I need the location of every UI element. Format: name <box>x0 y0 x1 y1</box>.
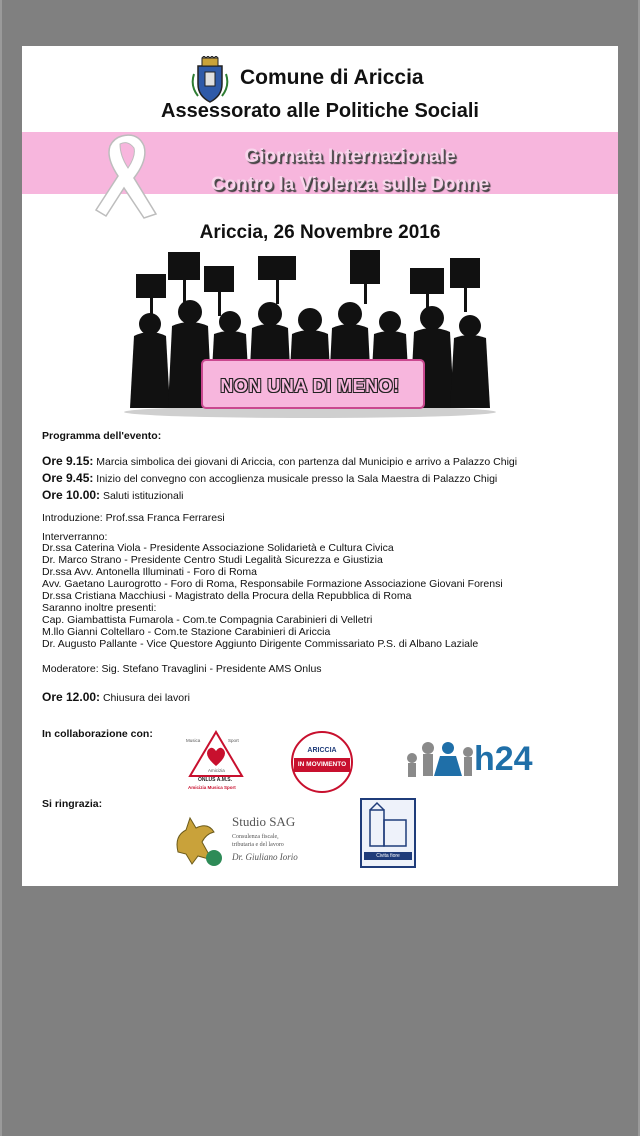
program-item <box>42 471 497 485</box>
event-date: Ariccia, 26 Novembre 2016 <box>199 222 441 243</box>
program-item-time: Ore 10.00: <box>42 488 101 502</box>
civita-label: Civita fiore <box>364 852 412 860</box>
studio-doctor: Dr. Giuliano Iorio <box>232 852 298 862</box>
moderator: Moderatore: Sig. Stefano Travaglini - Presidente AMS Onlus <box>42 663 322 675</box>
speaker-item: Dr.ssa Avv. Antonella Illuminati - Foro di Roma <box>42 566 257 578</box>
left-edge <box>0 0 2 1136</box>
guests-title: Saranno inoltre presenti: <box>42 602 157 614</box>
collaboration-title: In collaborazione con: <box>42 728 153 740</box>
studio-sag-logo <box>168 812 318 868</box>
ams-onlus: ONLUS A.M.S. <box>198 777 232 783</box>
comune-title: Comune di Ariccia <box>240 66 424 89</box>
studio-desc-1: Consulenza fiscale, <box>232 834 279 840</box>
h24-text: h24 <box>474 740 533 778</box>
griffin-icon <box>168 812 228 868</box>
speaker-item: Avv. Gaetano Laurogrotto - Foro di Roma, Responsabile Formazione Associazione Giovani Forensi <box>42 578 503 590</box>
program-item-time: Ore 9.15: <box>42 454 94 468</box>
studio-name: Studio SAG <box>232 814 296 829</box>
movimento-line-2: IN MOVIMENTO <box>297 761 347 768</box>
closing-text: Chiusura dei lavori <box>102 692 190 704</box>
slogan-banner: NON UNA DI MENO! <box>220 376 400 396</box>
speaker-item: Dr. Marco Strano - Presidente Centro Studi Legalità Sicurezza e Giustizia <box>42 554 383 566</box>
guest-item: Cap. Giambattista Fumarola - Com.te Compagnia Carabinieri di Velletri <box>42 614 373 626</box>
program-title: Programma dell'evento: <box>42 430 162 442</box>
assessorato-title: Assessorato alle Politiche Sociali <box>161 100 479 122</box>
people-figures-icon <box>404 738 476 780</box>
introduction: Introduzione: Prof.ssa Franca Ferraresi <box>42 512 225 524</box>
civita-fiore-logo <box>360 798 416 868</box>
program-item-time: Ore 9.45: <box>42 471 94 485</box>
h24-logo <box>404 738 562 780</box>
program-item-text: Marcia simbolica dei giovani di Ariccia, con partenza dal Municipio e arrivo a Palazzo Chigi <box>96 456 518 468</box>
ariccia-in-movimento-logo <box>290 730 354 794</box>
speaker-item: Dr.ssa Cristiana Macchiusi - Magistrato della Procura della Repubblica di Roma <box>42 590 412 602</box>
guest-item: M.llo Gianni Coltellaro - Com.te Stazione Carabinieri di Ariccia <box>42 626 331 638</box>
studio-desc-2: tributaria e del lavoro <box>232 842 284 848</box>
program-item-text: Saluti istituzionali <box>102 490 184 502</box>
closing-item <box>42 690 190 704</box>
ams-full-name: Amicizia Musica Sport <box>188 785 236 790</box>
banner-line-2: Contro la Violenza sulle Donne <box>210 174 490 195</box>
speaker-item: Dr.ssa Caterina Viola - Presidente Associazione Solidarietà e Cultura Civica <box>42 542 394 554</box>
tower-icon <box>362 800 414 850</box>
ams-sport: Sport <box>228 738 239 743</box>
guest-item: Dr. Augusto Pallante - Vice Questore Aggiunto Dirigente Commissariato P.S. di Albano Laziale <box>42 638 479 650</box>
movimento-line-1: ARICCIA <box>307 747 337 754</box>
program-item <box>42 454 517 468</box>
coat-of-arms-icon <box>190 56 230 104</box>
ams-onlus-logo <box>188 730 244 794</box>
thanks-title: Si ringrazia: <box>42 798 103 810</box>
ams-amicizia: Amicizia <box>208 768 225 773</box>
closing-time: Ore 12.00: <box>42 690 101 704</box>
speakers-title: Interverranno: <box>42 531 108 543</box>
program-item-text: Inizio del convegno con accoglienza musicale presso la Sala Maestra di Palazzo Chigi <box>96 473 498 485</box>
program-item <box>42 488 184 502</box>
ams-musica: Musica <box>186 738 201 743</box>
event-poster <box>22 46 618 886</box>
banner-line-1: Giornata Internazionale <box>244 146 456 167</box>
